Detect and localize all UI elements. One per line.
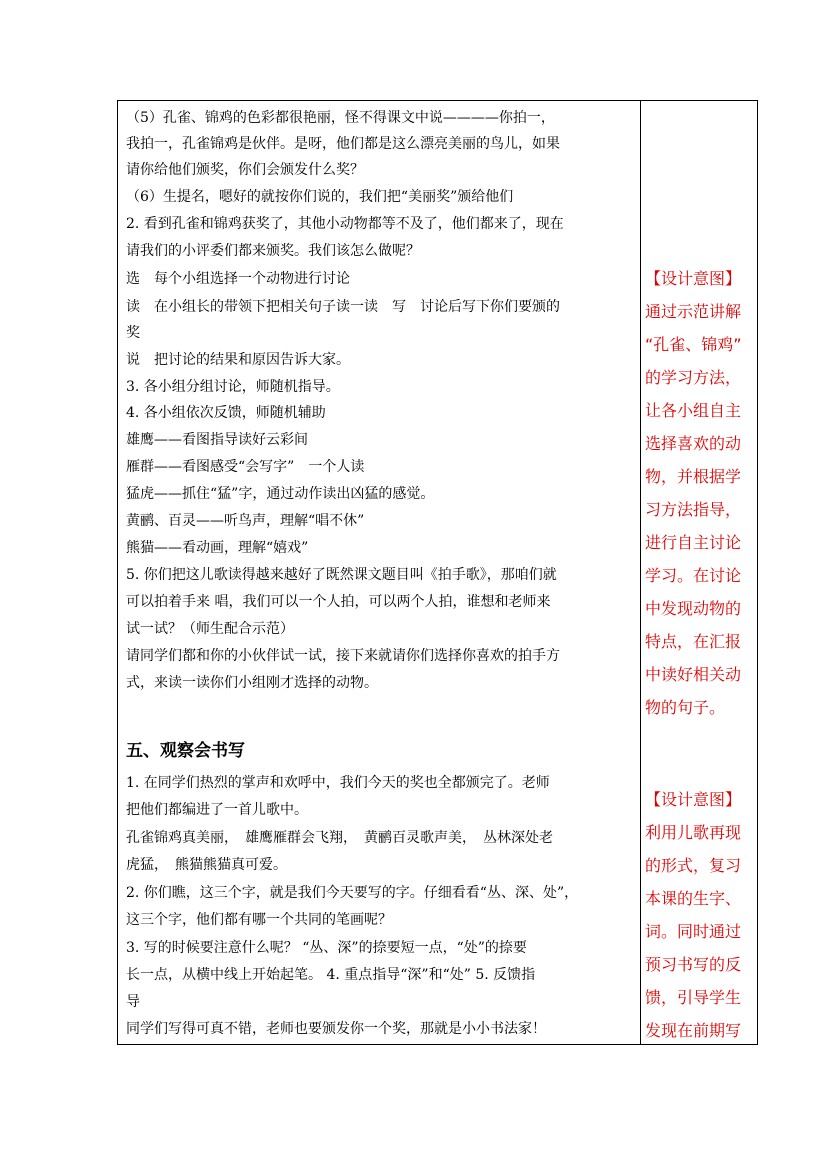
text-line: 3. 写的时候要注意什么呢？ “丛、深”的捺要短一点，“处”的捺要 [126, 940, 527, 956]
text-line: 虎猛， 熊猫熊猫真可爱。 [126, 857, 287, 873]
text-line: 2. 看到孔雀和锦鸡获奖了，其他小动物都等不及了，他们都来了，现在 [126, 216, 564, 232]
design-note-line: 让各小组自主 [645, 401, 742, 420]
design-note-line: 物的句子。 [645, 698, 726, 717]
design-intent-column [645, 101, 757, 1044]
teaching-process-column [126, 101, 636, 1044]
design-note-line: 中发现动物的 [645, 599, 742, 618]
text-line: 这三个字，他们都有哪一个共同的笔画呢？ [126, 912, 392, 928]
text-line: 长一点，从横中线上开始起笔。 4. 重点指导“深”和“处” 5. 反馈指 [126, 967, 536, 983]
text-line: 式，来读一读你们小组刚才选择的动物。 [126, 675, 378, 691]
design-note-line: 进行自主讨论 [645, 533, 742, 552]
text-line: 孔雀锦鸡真美丽， 雄鹰雁群会飞翔， 黄鹂百灵歌声美， 丛林深处老 [126, 830, 553, 846]
lesson-plan-table [117, 100, 758, 1045]
design-note-line: 利用儿歌再现 [645, 823, 742, 842]
design-note-line: 特点，在汇报 [645, 632, 742, 651]
design-note-line: 【设计意图】 [645, 790, 742, 809]
text-line: 雄鹰——看图指导读好云彩间 [126, 432, 308, 448]
text-line: 可以拍着手来 唱，我们可以一个人拍，可以两个人拍，谁想和老师来 [126, 594, 551, 610]
text-line: 奖 [126, 325, 140, 341]
text-line: （5）孔雀、锦鸡的色彩都很艳丽，怪不得课文中说————你拍一， [126, 110, 555, 126]
text-line: 导 [126, 994, 140, 1010]
design-note-line: 预习书写的反 [645, 955, 742, 974]
design-note-line: 物，并根据学 [645, 467, 742, 486]
text-line: 1. 在同学们热烈的掌声和欢呼中，我们今天的奖也全都颁完了。老师 [126, 775, 550, 791]
design-note-line: 选择喜欢的动 [645, 434, 742, 453]
design-note-line: 的学习方法， [645, 368, 742, 387]
text-line: 4. 各小组依次反馈，师随机辅助 [126, 405, 326, 421]
text-line: 同学们写得可真不错，老师也要颁发你一个奖，那就是小小书法家！ [126, 1021, 546, 1037]
text-line: 请同学们都和你的小伙伴试一试，接下来就请你们选择你喜欢的拍手方 [126, 648, 560, 664]
section-heading: 五、观察会书写 [126, 741, 245, 761]
text-line: 黄鹂、百灵——听鸟声，理解“唱不休” [126, 513, 365, 529]
column-divider [640, 101, 641, 1044]
text-line: 请你给他们颁奖，你们会颁发什么奖？ [126, 162, 364, 178]
text-line: 猛虎——抓住“猛”字，通过动作读出凶猛的感觉。 [126, 486, 435, 502]
design-note-line: 中读好相关动 [645, 665, 742, 684]
design-note-line: 馈，引导学生 [645, 988, 742, 1007]
design-note-line: 的形式，复习 [645, 856, 742, 875]
text-line: （6）生提名，嗯好的就按你们说的，我们把“美丽奖”颁给他们 [126, 189, 514, 205]
text-line: 把他们都编进了一首儿歌中。 [126, 802, 308, 818]
text-line: 试一试？（师生配合示范） [126, 621, 294, 637]
text-line: 我拍一，孔雀锦鸡是伙伴。是呀，他们都是这么漂亮美丽的鸟儿，如果 [126, 136, 560, 152]
design-note-line: 【设计意图】 [645, 269, 742, 288]
text-line: 5. 你们把这儿歌读得越来越好了既然课文题目叫《拍手歌》，那咱们就 [126, 567, 557, 583]
text-line: 说 把讨论的结果和原因告诉大家。 [126, 352, 350, 368]
text-line: 雁群——看图感受“会写字” 一个人读 [126, 459, 365, 475]
text-line: 2. 你们瞧，这三个字，就是我们今天要写的字。仔细看看“丛、深、处”， [126, 885, 579, 901]
design-note-line: 词。同时通过 [645, 922, 742, 941]
design-note-line: 通过示范讲解 [645, 302, 742, 321]
design-note-line: “孔雀、锦鸡” [645, 335, 742, 354]
design-note-line: 学习。在讨论 [645, 566, 742, 585]
text-line: 读 在小组长的带领下把相关句子读一读 写 讨论后写下你们要颁的 [126, 299, 560, 315]
design-note-line: 本课的生字、 [645, 889, 742, 908]
design-note-line: 发现在前期写 [645, 1021, 742, 1040]
text-line: 请我们的小评委们都来颁奖。我们该怎么做呢？ [126, 243, 420, 259]
text-line: 熊猫——看动画，理解“嬉戏” [126, 540, 309, 556]
design-note-line: 习方法指导， [645, 500, 742, 519]
text-line: 3. 各小组分组讨论，师随机指导。 [126, 379, 340, 395]
text-line: 选 每个小组选择一个动物进行讨论 [126, 271, 350, 287]
